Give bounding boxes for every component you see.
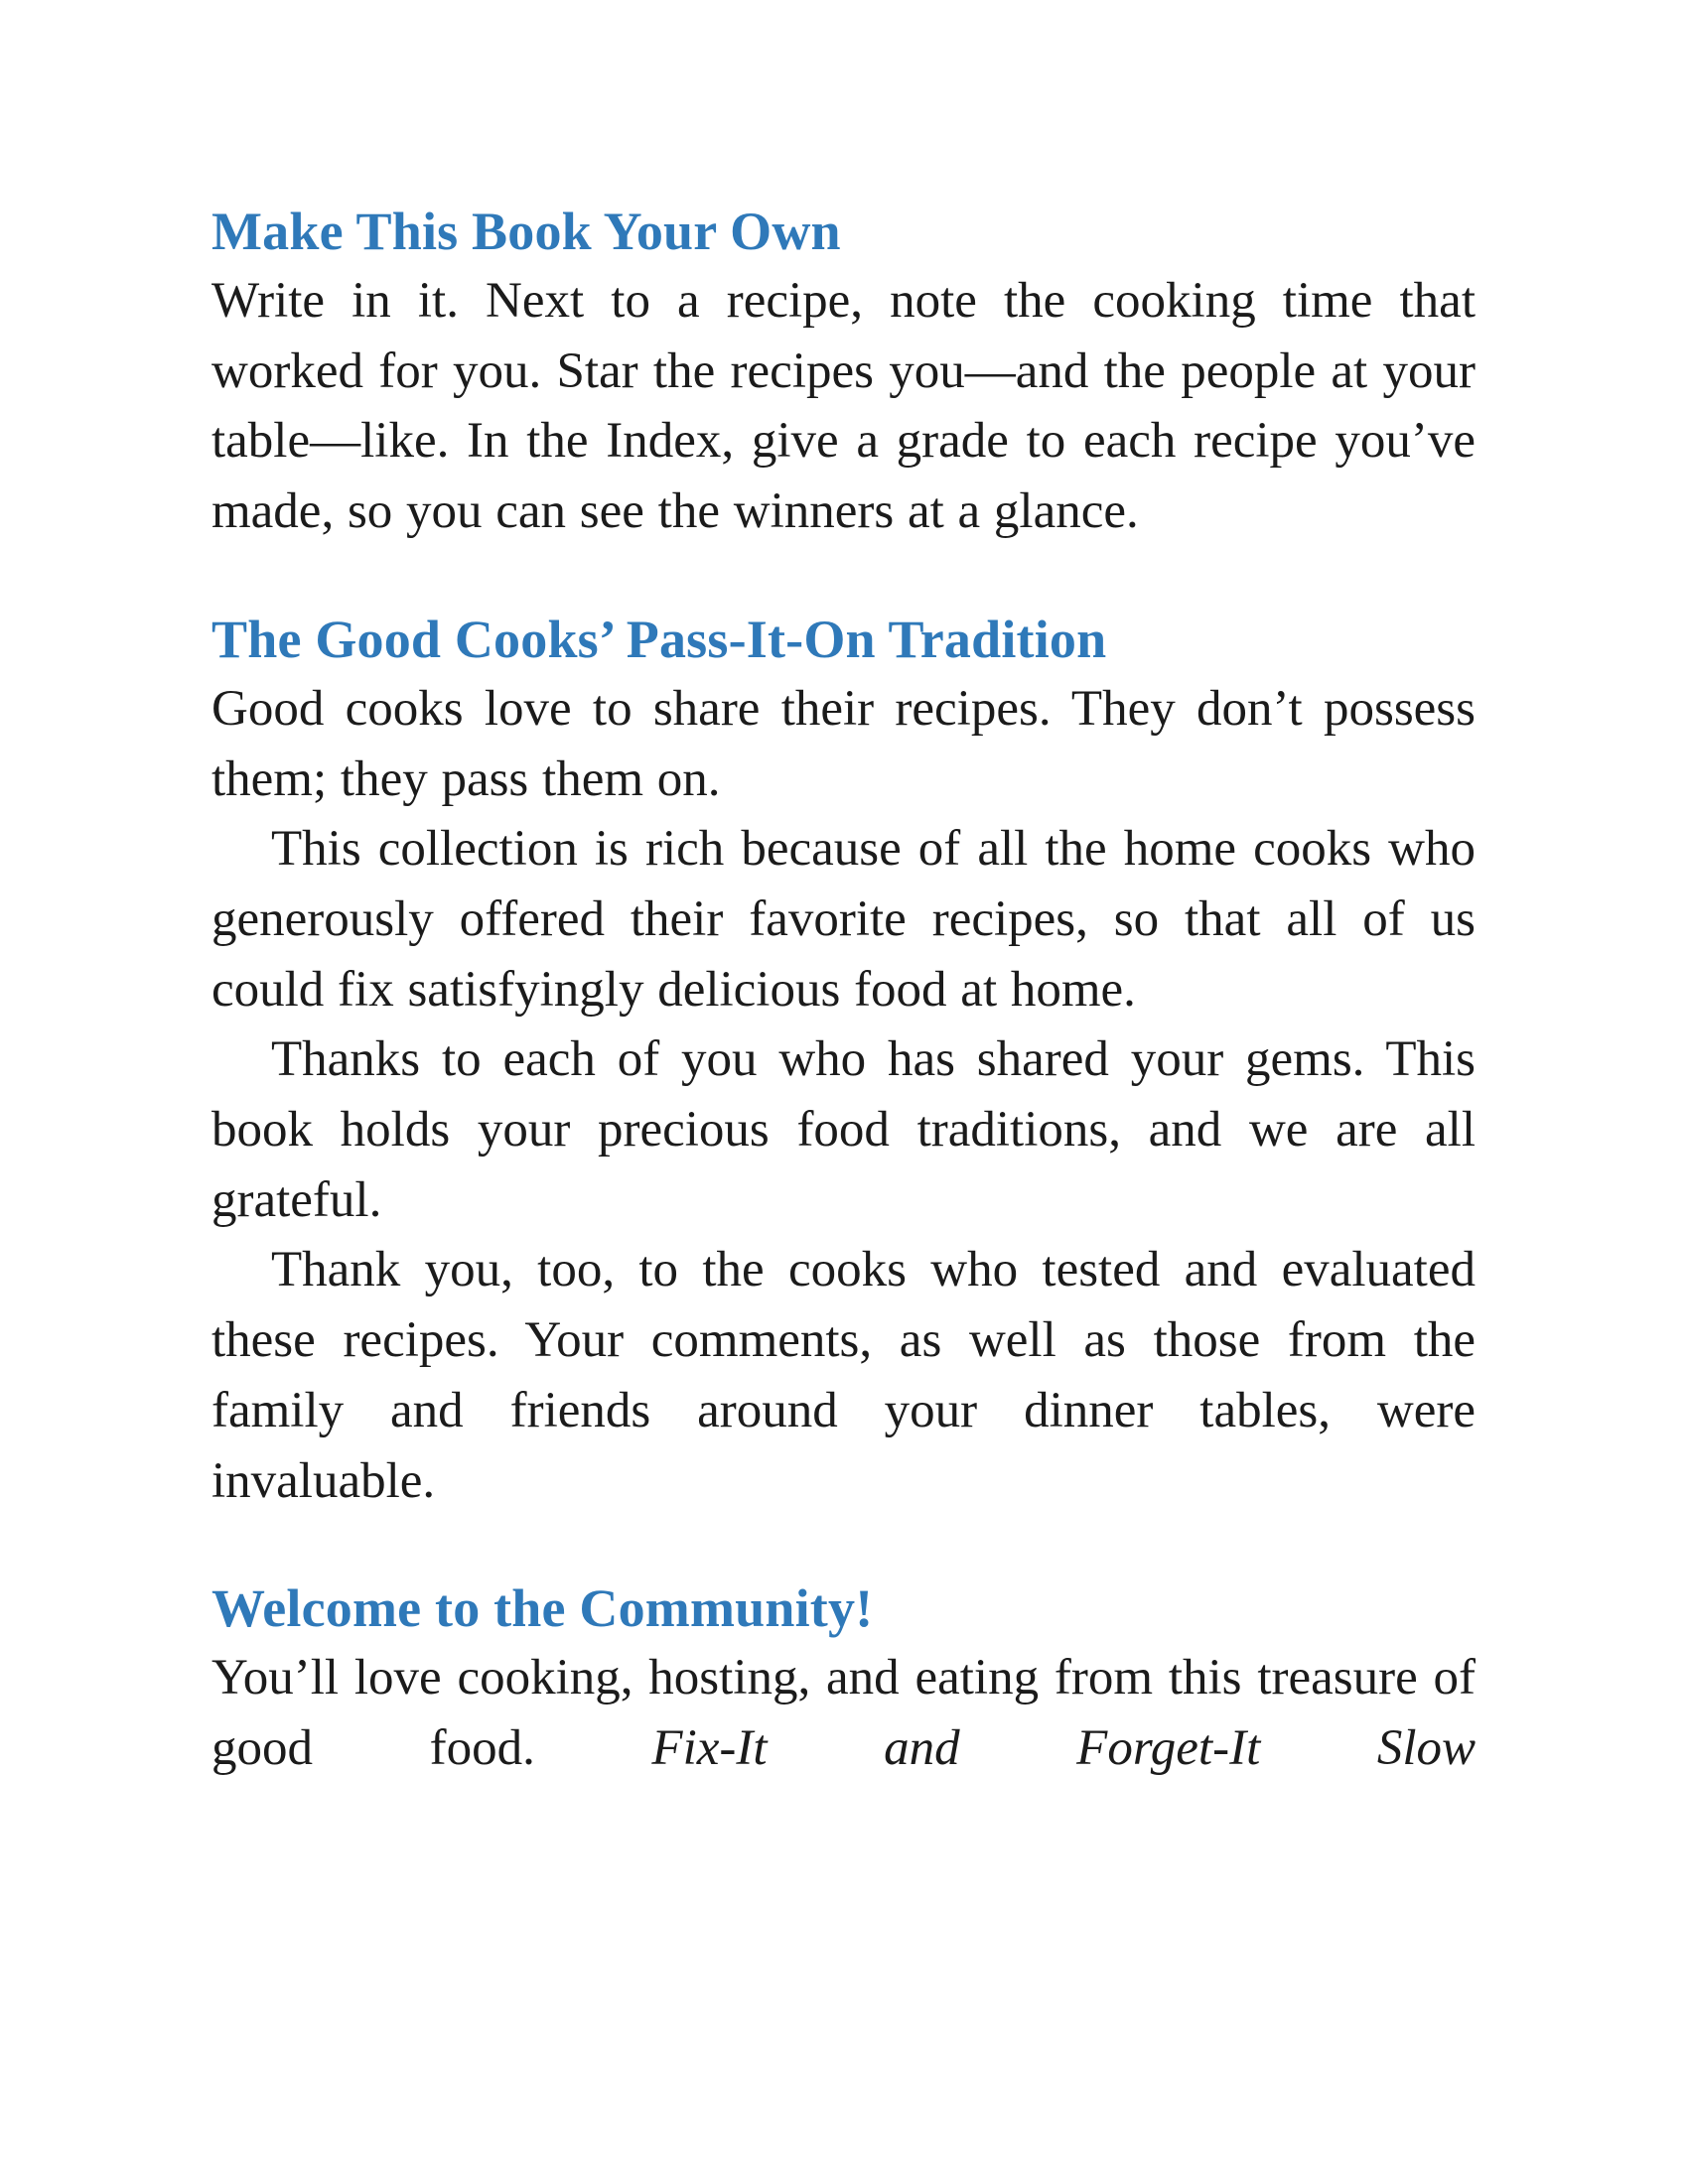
section-gap — [211, 1516, 1476, 1573]
section-heading: The Good Cooks’ Pass-It-On Tradition — [211, 609, 1107, 669]
paragraph: Thank you, too, to the cooks who tested and evaluated these recipes. Your comments, as well as those from the family and friends around your dinner tables, were invaluable. — [211, 1242, 1476, 1509]
paragraph — [211, 1643, 1476, 1783]
paragraph: Thanks to each of you who has shared your gems. This book holds your precious food traditions, and we are all grateful. — [211, 1031, 1476, 1228]
paragraph: Good cooks love to share their recipes. They don’t possess them; they pass them on. — [211, 680, 1476, 807]
paragraph: This collection is rich because of all the home cooks who generously offered their favorite recipes, so that all of us could fix satisfyingly delicious food at home. — [211, 821, 1476, 1018]
document-page — [211, 197, 1476, 1784]
book-title-italic: Fix-It and Forget-It Slow — [651, 1719, 1477, 1776]
paragraph: Write in it. Next to a recipe, note the cooking time that worked for you. Star the recipes you—and the people at your table—like. In the Index, give a grade to each recipe you’ve made, so you can see the winners at a glance. — [211, 273, 1476, 540]
section-pass-it-on — [211, 605, 1476, 1516]
section-make-book-own — [211, 197, 1476, 547]
paragraph-lead-text: You’ll love cooking, hosting, and eating from this treasure of good food. — [211, 1650, 1476, 1776]
section-heading: Make This Book Your Own — [211, 202, 841, 261]
section-heading: Welcome to the Community! — [211, 1578, 874, 1639]
section-gap — [211, 547, 1476, 605]
section-welcome-community — [211, 1573, 1476, 1783]
